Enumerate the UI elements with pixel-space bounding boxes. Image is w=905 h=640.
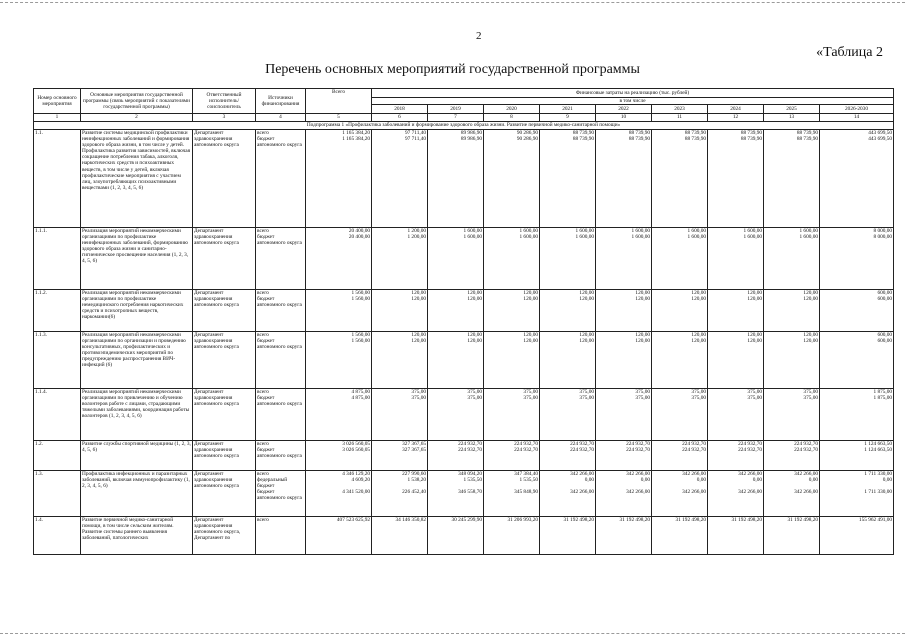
table-row [34, 389, 894, 441]
header-including: в том числе [372, 98, 894, 105]
column-index: 6 [372, 114, 428, 122]
row-year-value: 1 875,00 1 875,00 [820, 389, 894, 441]
row-total: 1 560,00 1 560,00 [306, 290, 372, 332]
row-year-value: 375,00 375,00 [484, 389, 540, 441]
column-index: 2 [81, 114, 193, 122]
row-total: 4 346 129,20 4 609,20 4 341 520,00 [306, 471, 372, 517]
row-total: 4 875,00 4 875,00 [306, 389, 372, 441]
row-number: 1.1. [34, 130, 81, 228]
header-year: 2026-2030 [820, 105, 894, 114]
row-year-value: 342 266,00 0,00 342 266,00 [540, 471, 596, 517]
row-year-value: 120,00 120,00 [372, 332, 428, 389]
page-edge-top [0, 2, 905, 3]
row-year-value: 31 192 498,20 [596, 517, 652, 555]
row-year-value: 88 739,90 88 739,90 [652, 130, 708, 228]
header-year: 2021 [540, 105, 596, 114]
row-year-value: 120,00 120,00 [764, 332, 820, 389]
header-total: Всего [306, 89, 372, 114]
header-year: 2023 [652, 105, 708, 114]
row-year-value: 224 932,70 224 932,70 [764, 441, 820, 471]
row-responsible: Департамент здравоохранения автономного округа, Департамент по [193, 517, 256, 555]
row-total: 1 165 384,20 1 165 384,20 [306, 130, 372, 228]
row-year-value: 88 739,90 88 739,90 [540, 130, 596, 228]
header-year: 2020 [484, 105, 540, 114]
row-year-value: 31 192 498,20 [652, 517, 708, 555]
row-year-value: 375,00 375,00 [708, 389, 764, 441]
row-total: 20 400,00 20 400,00 [306, 228, 372, 290]
row-year-value: 155 962 491,00 [820, 517, 894, 555]
row-responsible: Департамент здравоохранения автономного округа [193, 471, 256, 517]
subprogram-row [34, 122, 894, 130]
row-year-value: 1 600,00 1 600,00 [596, 228, 652, 290]
column-index: 5 [306, 114, 372, 122]
row-year-value: 120,00 120,00 [484, 332, 540, 389]
row-year-value: 1 200,00 1 200,00 [372, 228, 428, 290]
row-year-value: 1 600,00 1 600,00 [484, 228, 540, 290]
table-label: «Таблица 2 [816, 45, 883, 60]
header-year: 2019 [428, 105, 484, 114]
table-row [34, 332, 894, 389]
header-year: 2022 [596, 105, 652, 114]
row-number: 1.3. [34, 471, 81, 517]
row-source: всего бюджет автономного округа [256, 441, 306, 471]
row-year-value: 1 600,00 1 600,00 [708, 228, 764, 290]
row-year-value: 342 266,00 0,00 342 266,00 [708, 471, 764, 517]
row-year-value: 224 932,70 224 932,70 [484, 441, 540, 471]
row-responsible: Департамент здравоохранения автономного округа [193, 130, 256, 228]
row-year-value: 120,00 120,00 [540, 290, 596, 332]
row-source: всего бюджет автономного округа [256, 389, 306, 441]
page-number: 2 [476, 30, 482, 42]
table-row [34, 130, 894, 228]
row-measure-name: Реализация мероприятий некоммерческими организациями по профилактике неинфекционных заболеваний, формированию здорового образа жизни и санитарно-гигиеническое просвещение населения (1, 2, 3, 4, 5, 6) [81, 228, 193, 290]
row-year-value: 31 192 498,20 [764, 517, 820, 555]
row-source: всего бюджет автономного округа [256, 332, 306, 389]
row-year-value: 120,00 120,00 [708, 332, 764, 389]
row-year-value: 1 600,00 1 600,00 [540, 228, 596, 290]
column-index: 10 [596, 114, 652, 122]
row-year-value: 120,00 120,00 [596, 332, 652, 389]
column-index: 4 [256, 114, 306, 122]
header-year: 2024 [708, 105, 764, 114]
row-year-value: 342 266,00 0,00 342 266,00 [652, 471, 708, 517]
column-index: 7 [428, 114, 484, 122]
row-measure-name: Профилактика инфекционных и паразитарных заболеваний, включая иммунопрофилактику (1, 2, 3, 4, 5, 6) [81, 471, 193, 517]
row-year-value: 1 600,00 1 600,00 [428, 228, 484, 290]
document-title: Перечень основных мероприятий государственной программы [265, 62, 640, 77]
subprogram-title: Подпрограмма 1 «Профилактика заболеваний и формирование здорового образа жизни. Развитие первичной медико-санитарной помощи» [34, 122, 894, 130]
row-year-value: 8 000,00 8 000,00 [820, 228, 894, 290]
row-year-value: 600,00 600,00 [820, 290, 894, 332]
column-index: 9 [540, 114, 596, 122]
row-source: всего [256, 517, 306, 555]
row-number: 1.1.3. [34, 332, 81, 389]
row-year-value: 1 600,00 1 600,00 [764, 228, 820, 290]
column-index: 8 [484, 114, 540, 122]
row-year-value: 88 739,90 88 739,90 [708, 130, 764, 228]
row-year-value: 375,00 375,00 [596, 389, 652, 441]
row-measure-name: Реализация мероприятий некоммерческими организациями по организации и проведению консультативных, профилактических и противоэпидемических мероприятий по предупреждению распространения ВИЧ-инфекций (6) [81, 332, 193, 389]
row-year-value: 600,00 600,00 [820, 332, 894, 389]
row-year-value: 1 124 663,50 1 124 663,50 [820, 441, 894, 471]
row-total: 1 560,00 1 560,00 [306, 332, 372, 389]
row-number: 1.1.1. [34, 228, 81, 290]
row-source: всего федеральный бюджет бюджет автономного округа [256, 471, 306, 517]
programme-measures-table [33, 88, 894, 555]
table-row [34, 441, 894, 471]
row-year-value: 1 600,00 1 600,00 [652, 228, 708, 290]
row-number: 1.2. [34, 441, 81, 471]
row-year-value: 375,00 375,00 [540, 389, 596, 441]
row-year-value: 97 711,40 97 711,40 [372, 130, 428, 228]
row-year-value: 30 245 299,90 [428, 517, 484, 555]
row-year-value: 31 192 498,20 [540, 517, 596, 555]
row-responsible: Департамент здравоохранения автономного округа [193, 228, 256, 290]
row-year-value: 88 739,90 88 739,90 [596, 130, 652, 228]
row-year-value: 120,00 120,00 [540, 332, 596, 389]
row-year-value: 31 206 993,20 [484, 517, 540, 555]
row-year-value: 31 192 498,20 [708, 517, 764, 555]
row-year-value: 342 266,00 0,00 342 266,00 [764, 471, 820, 517]
row-year-value: 1 711 330,00 0,00 1 711 330,00 [820, 471, 894, 517]
row-measure-name: Развитие системы медицинской профилактики неинфекционных заболеваний и формирования здорового образа жизни, в том числе у детей. Профилактика развития зависимостей, включая сокращение потребления табака, алкоголя, наркотических средств и психоактивных веществ, в том числе у детей, включая профилактические мероприятия с участием лиц, злоупотребляющих психоактивными веществами (1, 2, 3, 4, 5, 6) [81, 130, 193, 228]
header-year: 2025 [764, 105, 820, 114]
column-index: 1 [34, 114, 81, 122]
row-measure-name: Развитие службы спортивной медицины (1, 2, 3, 4, 5, 6) [81, 441, 193, 471]
row-number: 1.4. [34, 517, 81, 555]
row-year-value: 348 094,20 1 535,50 346 558,70 [428, 471, 484, 517]
row-measure-name: Реализация мероприятий некоммерческими организациями по привлечению и обучению волонтеров работе с лицами, страдающими тяжелыми заболеваниями, координация работы волонтеров (1, 2, 3, 4, 5, 6) [81, 389, 193, 441]
row-year-value: 443 699,50 443 699,50 [820, 130, 894, 228]
column-index: 12 [708, 114, 764, 122]
row-responsible: Департамент здравоохранения автономного округа [193, 332, 256, 389]
header-financial: Финансовые затраты на реализацию (тыс. рублей) [372, 89, 894, 98]
column-index: 13 [764, 114, 820, 122]
row-measure-name: Развитие первичной медико-санитарной помощи, в том числе сельским жителям. Развитие системы раннего выявления заболеваний, патологических [81, 517, 193, 555]
row-year-value: 375,00 375,00 [652, 389, 708, 441]
row-year-value: 120,00 120,00 [764, 290, 820, 332]
header-source: Источники финансирования [256, 89, 306, 114]
row-year-value: 347 384,40 1 535,50 345 848,90 [484, 471, 540, 517]
row-year-value: 88 739,90 88 739,90 [764, 130, 820, 228]
column-index: 11 [652, 114, 708, 122]
row-total: 407 523 625,92 [306, 517, 372, 555]
row-responsible: Департамент здравоохранения автономного округа [193, 389, 256, 441]
row-year-value: 34 146 350,82 [372, 517, 428, 555]
row-year-value: 120,00 120,00 [652, 332, 708, 389]
header-responsible: Ответственный исполнитель/ соисполнитель [193, 89, 256, 114]
row-year-value: 120,00 120,00 [428, 290, 484, 332]
header-year: 2018 [372, 105, 428, 114]
row-year-value: 224 932,70 224 932,70 [540, 441, 596, 471]
row-year-value: 375,00 375,00 [428, 389, 484, 441]
row-year-value: 120,00 120,00 [652, 290, 708, 332]
row-number: 1.1.2. [34, 290, 81, 332]
row-responsible: Департамент здравоохранения автономного округа [193, 441, 256, 471]
table-row [34, 471, 894, 517]
row-year-value: 224 932,70 224 932,70 [428, 441, 484, 471]
row-year-value: 224 932,70 224 932,70 [596, 441, 652, 471]
row-year-value: 120,00 120,00 [484, 290, 540, 332]
row-year-value: 224 932,70 224 932,70 [708, 441, 764, 471]
row-responsible: Департамент здравоохранения автономного округа [193, 290, 256, 332]
column-index-row [34, 114, 894, 122]
row-year-value: 120,00 120,00 [708, 290, 764, 332]
row-year-value: 120,00 120,00 [428, 332, 484, 389]
row-year-value: 375,00 375,00 [764, 389, 820, 441]
header-num: Номер основного мероприятия [34, 89, 81, 114]
row-source: всего бюджет автономного округа [256, 228, 306, 290]
row-year-value: 120,00 120,00 [372, 290, 428, 332]
row-year-value: 342 266,00 0,00 342 266,00 [596, 471, 652, 517]
row-year-value: 224 932,70 224 932,70 [652, 441, 708, 471]
row-year-value: 227 990,60 1 538,20 226 452,40 [372, 471, 428, 517]
row-source: всего бюджет автономного округа [256, 130, 306, 228]
table-row [34, 228, 894, 290]
row-source: всего бюджет автономного округа [256, 290, 306, 332]
table-row [34, 517, 894, 555]
column-index: 3 [193, 114, 256, 122]
row-measure-name: Реализация мероприятий некоммерческими организациями по профилактике немедицинского потребления наркотических средств и психотропных веществ, наркомании(6) [81, 290, 193, 332]
row-year-value: 327 367,65 327 367,65 [372, 441, 428, 471]
row-number: 1.1.4. [34, 389, 81, 441]
row-total: 3 026 560,05 3 026 560,05 [306, 441, 372, 471]
column-index: 14 [820, 114, 894, 122]
header-name: Основные мероприятия государственной программы (связь мероприятий с показателями государственной программы) [81, 89, 193, 114]
table-row [34, 290, 894, 332]
row-year-value: 120,00 120,00 [596, 290, 652, 332]
page-edge-bottom [0, 633, 905, 634]
row-year-value: 375,00 375,00 [372, 389, 428, 441]
row-year-value: 90 286,90 90 286,90 [484, 130, 540, 228]
row-year-value: 89 986,90 89 986,90 [428, 130, 484, 228]
